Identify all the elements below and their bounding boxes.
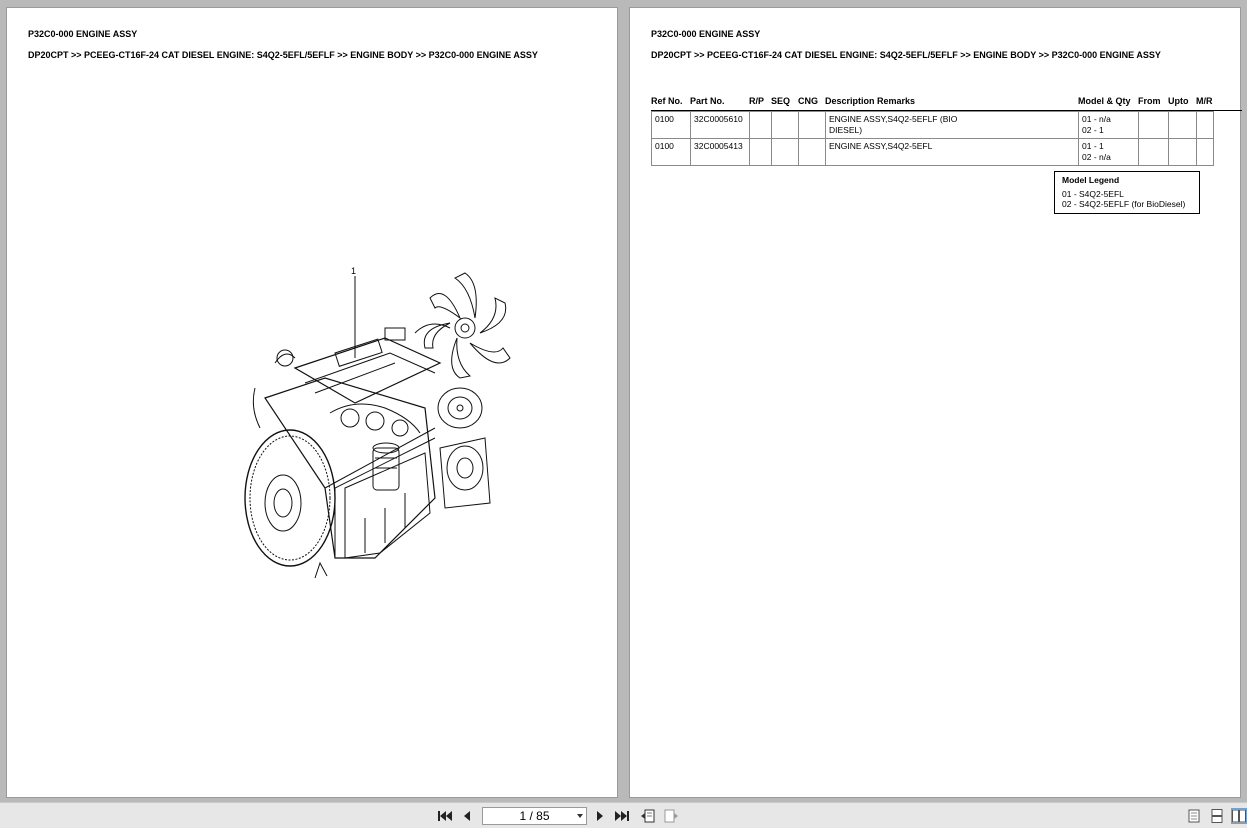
- seq-cell: [772, 139, 799, 166]
- parts-table: [651, 111, 1214, 166]
- left-page: [6, 7, 618, 798]
- breadcrumb: DP20CPT >> PCEEG-CT16F-24 CAT DIESEL ENGINE: S4Q2-5EFL/5EFLF >> ENGINE BODY >> P32C0-000 ENGINE ASSY: [28, 50, 538, 60]
- legend-title: Model Legend: [1062, 175, 1120, 185]
- qty-cell: [1079, 139, 1139, 166]
- col-cng: CNG: [798, 96, 818, 106]
- col-upto: Upto: [1168, 96, 1189, 106]
- legend-item: 02 - S4Q2-5EFLF (for BioDiesel): [1062, 199, 1186, 209]
- part-cell: 32C0005413: [691, 139, 750, 166]
- model-legend: [1054, 171, 1200, 214]
- breadcrumb: DP20CPT >> PCEEG-CT16F-24 CAT DIESEL ENGINE: S4Q2-5EFL/5EFLF >> ENGINE BODY >> P32C0-000 ENGINE ASSY: [651, 50, 1161, 60]
- page-title: P32C0-000 ENGINE ASSY: [651, 29, 761, 39]
- desc-line: ENGINE ASSY,S4Q2-5EFL: [829, 141, 933, 151]
- chevron-down-icon[interactable]: [577, 814, 583, 818]
- col-desc: Description Remarks: [825, 96, 916, 106]
- continuous-view-icon[interactable]: [1209, 808, 1225, 824]
- previous-view-icon[interactable]: [640, 808, 656, 824]
- col-ref: Ref No.: [651, 96, 683, 106]
- qty-line: 02 - 1: [1082, 125, 1104, 135]
- seq-cell: [772, 112, 799, 139]
- from-cell: [1139, 139, 1169, 166]
- col-mr: M/R: [1196, 96, 1213, 106]
- engine-assembly-drawing: [235, 258, 525, 588]
- mr-cell: [1197, 112, 1214, 139]
- desc-cell: [826, 112, 1079, 139]
- cng-cell: [799, 112, 826, 139]
- page-title: P32C0-000 ENGINE ASSY: [28, 29, 138, 39]
- part-cell: 32C0005610: [691, 112, 750, 139]
- page-number-field[interactable]: [482, 807, 587, 825]
- col-part: Part No.: [690, 96, 725, 106]
- facing-view-icon[interactable]: [1231, 808, 1247, 824]
- ref-cell: 0100: [652, 139, 691, 166]
- desc-line: ENGINE ASSY,S4Q2-5EFLF (BIO: [829, 114, 958, 124]
- col-model: Model & Qty: [1078, 96, 1131, 106]
- qty-line: 01 - n/a: [1082, 114, 1111, 124]
- col-from: From: [1138, 96, 1161, 106]
- upto-cell: [1169, 112, 1197, 139]
- col-seq: SEQ: [771, 96, 791, 106]
- mr-cell: [1197, 139, 1214, 166]
- next-view-icon[interactable]: [663, 808, 679, 824]
- col-rp: R/P: [749, 96, 765, 106]
- right-page: [629, 7, 1241, 798]
- qty-line: 01 - 1: [1082, 141, 1104, 151]
- desc-line: DIESEL): [829, 125, 863, 135]
- cng-cell: [799, 139, 826, 166]
- callout-number: 1: [351, 266, 357, 276]
- table-row[interactable]: [652, 112, 1214, 139]
- rp-cell: [750, 112, 772, 139]
- desc-cell: [826, 139, 1079, 166]
- upto-cell: [1169, 139, 1197, 166]
- next-page-icon[interactable]: [592, 808, 608, 824]
- first-page-icon[interactable]: [437, 808, 453, 824]
- prev-page-icon[interactable]: [459, 808, 475, 824]
- legend-item: 01 - S4Q2-5EFL: [1062, 189, 1124, 199]
- navigation-toolbar: [0, 802, 1247, 828]
- from-cell: [1139, 112, 1169, 139]
- ref-cell: 0100: [652, 112, 691, 139]
- single-page-view-icon[interactable]: [1186, 808, 1202, 824]
- table-row[interactable]: [652, 139, 1214, 166]
- parts-table-header: [651, 94, 1242, 111]
- last-page-icon[interactable]: [614, 808, 630, 824]
- rp-cell: [750, 139, 772, 166]
- qty-cell: [1079, 112, 1139, 139]
- page-indicator: 1 / 85: [519, 809, 550, 823]
- qty-line: 02 - n/a: [1082, 152, 1111, 162]
